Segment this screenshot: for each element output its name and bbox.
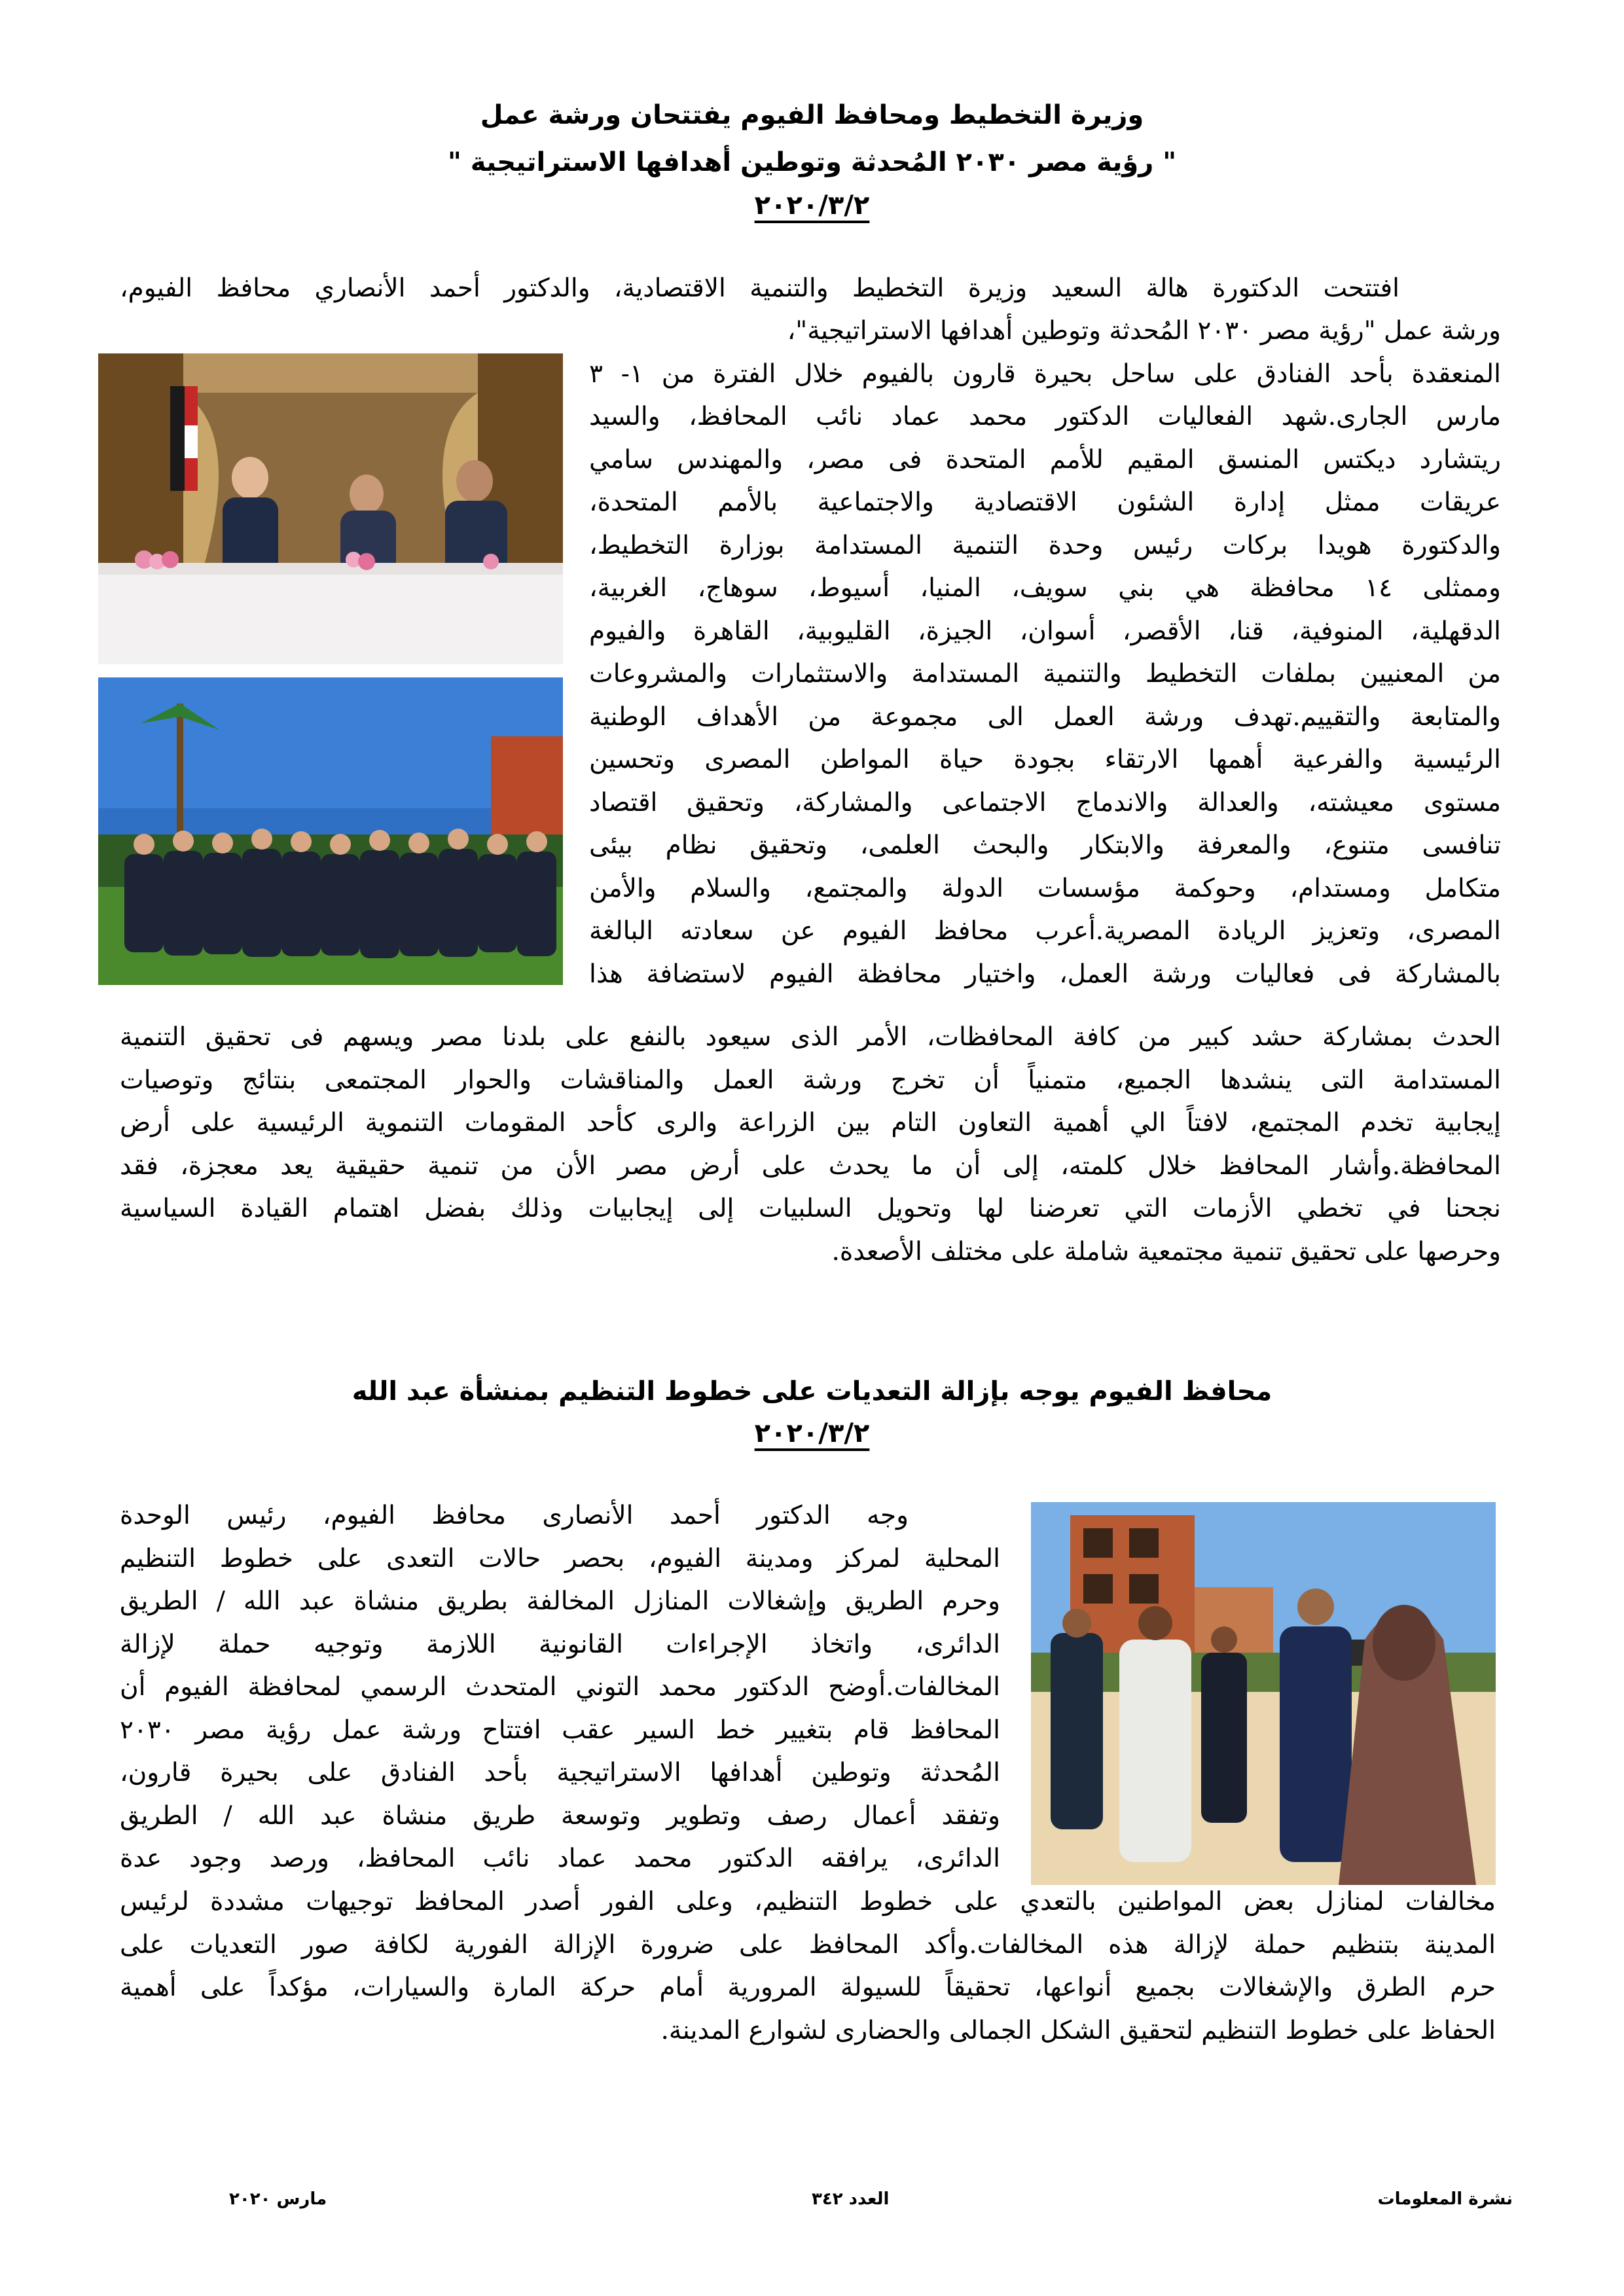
- article2-line: وحرم الطريق وإشغالات المنازل المخالفة بطريق منشاة عبد الله / الطريق: [120, 1587, 1000, 1616]
- article1-line: تنافسى متنوع، والمعرفة والابتكار والبحث العلمى، وتحقيق نظام بيئى: [589, 831, 1501, 860]
- article1-line: المحافظة.وأشار المحافظ خلال كلمته، إلى أن ما يحدث على أرض مصر الأن من تنمية حقيقية يعد معجزة، فقد: [120, 1151, 1501, 1181]
- article1-paragraph-top: [120, 267, 1501, 310]
- article1-line: من المعنيين بملفات التخطيط والتنمية المستدامة والاستثمارات والمشروعات: [589, 659, 1501, 689]
- footer-month: مارس ٢٠٢٠: [229, 2189, 327, 2209]
- footer-issue: العدد ٣٤٢: [812, 2189, 890, 2209]
- article1-line: المستدامة التى ينشدها الجميع، متمنياً أن تخرج ورشة العمل والمناقشات والحوار المجتمعى بنتائج وتوصيات: [120, 1065, 1501, 1095]
- article2-date: ٢٠٢٠/٣/٢: [754, 1418, 870, 1448]
- article2-line: المُحدثة وتوطين أهدافها الاستراتيجية بأحد الفنادق على بحيرة قارون،: [120, 1758, 1000, 1787]
- article1-line: افتتحت الدكتورة هالة السعيد وزيرة التخطيط والتنمية الاقتصادية، والدكتور أحمد الأنصاري محافظ الفيوم،: [120, 274, 1399, 303]
- article1-paragraph-bottom: [120, 1016, 1501, 1273]
- article1-line: ريتشارد ديكتس المنسق المقيم للأمم المتحدة فى مصر، والمهندس سامي: [589, 444, 1501, 475]
- article2-line: الحفاظ على خطوط التنظيم لتحقيق الشكل الجمالى والحضارى لشوارع المدينة.: [660, 2015, 1496, 2045]
- article1-line: إيجابية تخدم المجتمع، لافتاً الي أهمية التعاون التام بين الزراعة والرى كأحد المقومات التنموية الرئيسية على أرض: [120, 1108, 1501, 1138]
- article1-line: نجحنا في تخطي الأزمات التي تعرضنا لها وتحويل السلبيات إلى إيجابيات وذلك بفضل اهتمام القيادة السياسية: [120, 1194, 1501, 1223]
- article1-title-line2: " رؤية مصر ٢٠٣٠ المُحدثة وتوطين أهدافها الاستراتيجية ": [447, 147, 1177, 177]
- article1-line: ورشة عمل "رؤية مصر ٢٠٣٠ المُحدثة وتوطين أهدافها الاستراتيجية"،: [787, 316, 1501, 346]
- article2-line: مخالفات لمنازل بعض المواطنين بالتعدي على خطوط التنظيم، وعلى الفور أصدر المحافظ توجيهات مشددة لرئيس: [120, 1887, 1496, 1916]
- article1-date: ٢٠٢٠/٣/٢: [754, 190, 870, 221]
- article1-line: الدقهلية، المنوفية، قنا، الأقصر، أسوان، الجيزة، القليوبية، القاهرة والفيوم: [589, 616, 1501, 646]
- article1-line: وحرصها على تحقيق تنمية مجتمعية شاملة على مختلف الأصعدة.: [831, 1236, 1501, 1266]
- article1-line: والدكتورة هويدا بركات رئيس وحدة التنمية المستدامة بوزارة التخطيط،: [589, 530, 1501, 560]
- article2-line: وتفقد أعمال رصف وتطوير وتوسعة طريق منشاة عبد الله / الطريق: [120, 1801, 1000, 1831]
- article1-line: المصرى، وتعزيز الريادة المصرية.أعرب محافظ الفيوم عن سعادته البالغة: [589, 916, 1501, 946]
- article2-line: الدائرى، واتخاذ الإجراءات القانونية اللازمة وتوجيه حملة لإزالة: [120, 1629, 1000, 1659]
- article1-line: متكامل ومستدام، وحوكمة مؤسسات الدولة والمجتمع، والسلام والأمن: [589, 873, 1501, 903]
- footer-publication: نشرة المعلومات: [1377, 2189, 1513, 2209]
- article2-title: محافظ الفيوم يوجه بإزالة التعديات على خطوط التنظيم بمنشأة عبد الله: [352, 1376, 1272, 1407]
- article1-line: الرئيسية والفرعية أهمها الارتقاء بجودة حياة المواطن المصرى وتحسين: [589, 745, 1501, 774]
- article1-photo-panel-meeting: [98, 353, 563, 664]
- article1-line: الحدث بمشاركة حشد كبير من كافة المحافظات، الأمر الذى سيعود بالنفع على بلدنا مصر ويسهم فى تحقيق التنمية: [120, 1022, 1501, 1052]
- article2-line: الدائرى، يرافقه الدكتور محمد عماد نائب المحافظ، ورصد وجود عدة: [120, 1844, 1000, 1873]
- article1-photo-group: [98, 677, 563, 985]
- article2-paragraph-bottom: [120, 1880, 1496, 2052]
- article1-line: مارس الجارى.شهد الفعاليات الدكتور محمد عماد نائب المحافظ، والسيد: [589, 402, 1501, 431]
- article2-line: المحلية لمركز ومدينة الفيوم، بحصر حالات التعدى على خطوط التنظيم: [120, 1543, 1000, 1573]
- article1-line: عريقات ممثل إدارة الشئون الاقتصادية والاجتماعية بالأمم المتحدة،: [589, 488, 1501, 517]
- article2-line: حرم الطرق والإشغالات بجميع أنواعها، تحقيقاً للسيولة المرورية أمام حركة المارة والسيارات، مؤكداً على أهمية: [120, 1973, 1496, 2002]
- article1-line: بالمشاركة فى فعاليات ورشة العمل، واختيار محافظة الفيوم لاستضافة هذا: [589, 959, 1501, 989]
- article1-line: والمتابعة والتقييم.تهدف ورشة العمل الى مجموعة من الأهداف الوطنية: [589, 702, 1501, 732]
- article1-line: مستوى معيشته، والعدالة والاندماج الاجتماعى والمشاركة، وتحقيق اقتصاد: [589, 787, 1501, 817]
- article2-photo-field-visit: [1031, 1502, 1496, 1885]
- article1-title-line1: وزيرة التخطيط ومحافظ الفيوم يفتتحان ورشة عمل: [480, 100, 1144, 130]
- article1-line: وممثلى ١٤ محافظة هي بني سويف، المنيا، أسيوط، سوهاج، الغربية،: [589, 573, 1501, 603]
- article2-line: المدينة بتنظيم حملة لإزالة هذه المخالفات.وأكد المحافظ على ضرورة الإزالة الفورية لكافة صور التعديات على: [120, 1929, 1496, 1960]
- article2-line: المخالفات.أوضح الدكتور محمد التوني المتحدث الرسمي لمحافظة الفيوم أن: [120, 1672, 1000, 1702]
- article2-line: المحافظ قام بتغيير خط السير عقب افتتاح ورشة عمل رؤية مصر ٢٠٣٠: [120, 1715, 1000, 1745]
- article1-paragraph-column: [589, 310, 1501, 996]
- article1-line: المنعقدة بأحد الفنادق على ساحل بحيرة قارون بالفيوم خلال الفترة من ١- ٣: [589, 359, 1501, 389]
- article2-line: وجه الدكتور أحمد الأنصارى محافظ الفيوم، رئيس الوحدة: [120, 1501, 909, 1530]
- article2-paragraph-column: [120, 1494, 1000, 1880]
